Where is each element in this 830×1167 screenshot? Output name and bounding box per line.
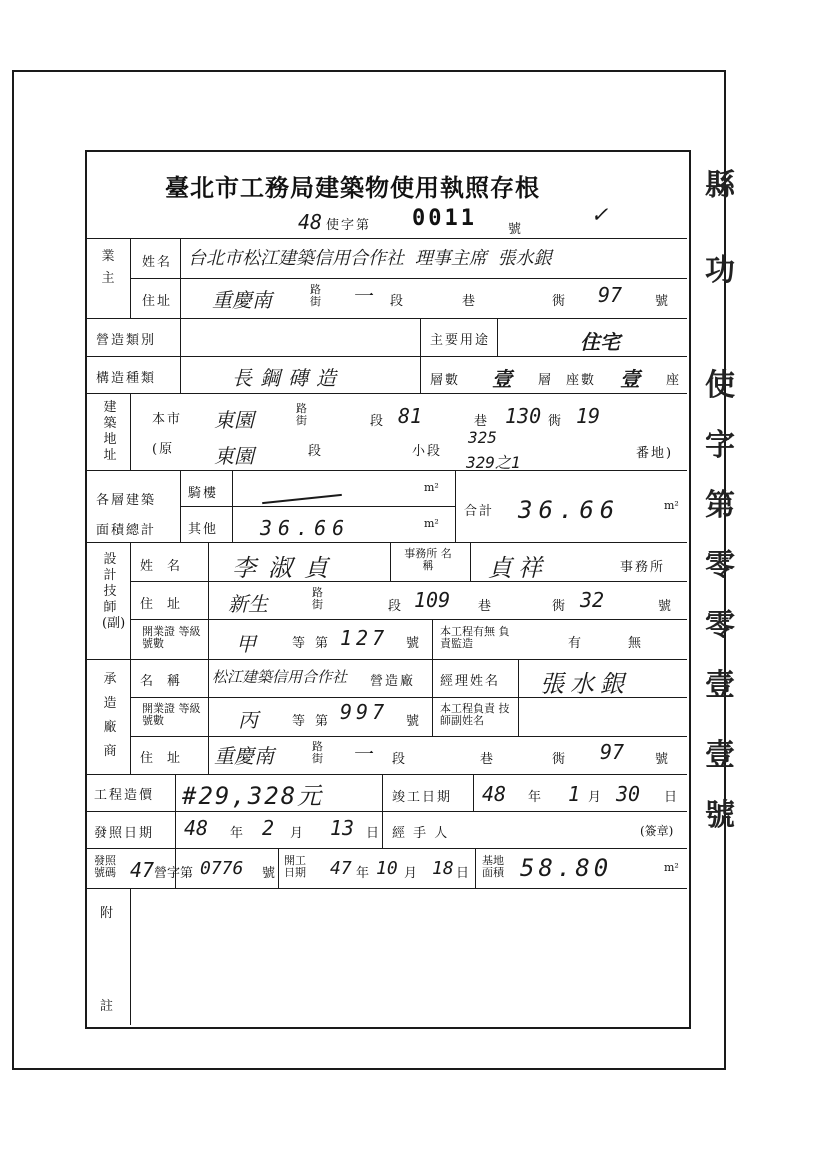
base-label: 基地 面積	[482, 854, 504, 879]
spine-char: 字	[705, 428, 735, 463]
row-divider	[87, 888, 687, 889]
designer-road-label: 路 街	[312, 586, 323, 611]
designer-supervise-no: 無	[628, 636, 644, 651]
floors-label: 層數	[430, 373, 461, 388]
contractor-license-mid: 等第	[292, 714, 339, 729]
col-divider	[278, 848, 279, 888]
col-divider	[130, 238, 131, 318]
row-divider	[87, 659, 687, 660]
contractor-jie-label: 衖	[552, 752, 568, 767]
structure-label: 構造種類	[96, 371, 157, 386]
designer-license-label: 開業證 等級號數	[142, 625, 201, 650]
contractor-license-no-label: 號	[406, 714, 422, 729]
designer-supervise-label: 本工程有無 負責監造	[440, 625, 510, 650]
issue-d-label: 日	[366, 826, 382, 841]
check-mark: ✓	[592, 200, 607, 228]
other-unit: m²	[424, 517, 439, 530]
done-y-label: 年	[528, 790, 544, 805]
site-lot-value: 325	[468, 428, 497, 447]
contractor-manager-label: 經理姓名	[440, 674, 501, 689]
site-orig-label: (原	[152, 442, 175, 457]
start-d-label: 日	[456, 866, 470, 881]
permit-info-no-label: 號	[262, 866, 276, 881]
designer-duan-value: 109	[414, 588, 451, 612]
owner-duan-label: 段	[390, 294, 406, 309]
row-divider	[87, 393, 687, 394]
site-city-label: 本市	[152, 412, 183, 427]
start-day: 18	[432, 858, 454, 879]
row-divider	[87, 542, 687, 543]
form-title: 臺北市工務局建築物使用執照存根	[165, 173, 540, 202]
floors-value: 壹	[492, 367, 512, 391]
remarks-label-bottom: 註	[100, 999, 116, 1014]
scan-edge-left	[12, 70, 14, 1070]
handler-label: 經 手 人	[392, 826, 450, 841]
contractor-road-label: 路 街	[312, 740, 323, 765]
structure-value: 長鋼磚造	[232, 366, 344, 390]
floor-unit: 層	[538, 373, 554, 388]
spine-char: 壹	[705, 738, 735, 773]
row-divider	[130, 581, 687, 582]
other-label: 其他	[188, 522, 219, 537]
done-label: 竣工日期	[392, 790, 453, 805]
permit-prefix: 使字第	[326, 218, 372, 233]
designer-section-label: 設計技師(副)	[102, 552, 126, 631]
owner-section-label: 業 主	[101, 249, 115, 286]
issue-year: 48	[184, 816, 209, 840]
start-year: 47	[330, 858, 352, 879]
owner-no-label: 號	[655, 294, 671, 309]
contractor-name-value: 松江建築信用合作社	[212, 668, 348, 686]
permit-year: 48	[298, 210, 323, 234]
row-divider	[87, 318, 687, 319]
contractor-license-label: 開業證 等級號數	[142, 702, 201, 727]
done-d-label: 日	[664, 790, 680, 805]
site-road-label: 路 街	[296, 402, 307, 427]
contractor-tech-label: 本工程負責 技師副姓名	[440, 702, 510, 727]
spine-char: 壹	[705, 668, 735, 703]
designer-lane-label: 巷	[478, 599, 494, 614]
spine-char: 縣	[705, 168, 735, 203]
permit-info-label: 發照 號碼	[94, 854, 116, 879]
done-year: 48	[482, 782, 507, 806]
designer-office-label: 事務所 名 稱	[404, 547, 452, 572]
contractor-manager-value: 張水銀	[540, 670, 630, 698]
col-divider	[180, 318, 181, 393]
col-divider	[473, 774, 474, 811]
permit-info-prefix: 47	[130, 858, 155, 882]
col-divider	[208, 542, 209, 774]
col-divider	[130, 393, 131, 470]
site-lot-value2: 329之1	[466, 453, 521, 472]
issue-month: 2	[262, 816, 275, 840]
site-jie-label: 衖	[548, 414, 564, 429]
site-lane-label: 巷	[474, 414, 490, 429]
contractor-license-grade: 丙	[238, 708, 258, 732]
contractor-lane-label: 巷	[480, 752, 496, 767]
contractor-no-label: 號	[655, 752, 671, 767]
total-label: 合計	[464, 504, 495, 519]
designer-office-value: 貞祥	[488, 554, 548, 582]
base-value: 58.80	[520, 854, 613, 882]
owner-name-value: 台北市松江建築信用合作社 理事主席 張水銀	[188, 248, 552, 269]
site-lot-label: 番地)	[636, 446, 674, 461]
remarks-label-top: 附	[100, 906, 116, 921]
designer-no-label: 號	[658, 599, 674, 614]
area-inner-divider	[180, 506, 455, 507]
col-divider	[432, 619, 433, 659]
site-duan-value: 81	[398, 404, 423, 428]
site-orig-value: 東園	[214, 444, 254, 468]
contractor-duan-label: 段	[392, 752, 408, 767]
row-divider	[87, 774, 687, 775]
designer-supervise-yes: 有	[568, 636, 584, 651]
start-m-label: 月	[404, 866, 418, 881]
total-unit: m²	[664, 499, 679, 512]
owner-address-value: 重慶南	[212, 288, 272, 312]
owner-jie-label: 衖	[552, 294, 568, 309]
issue-y-label: 年	[230, 826, 246, 841]
site-road-value: 東園	[214, 408, 254, 432]
issue-label: 發照日期	[94, 826, 155, 841]
col-divider	[432, 659, 433, 737]
site-lane-value: 130	[505, 404, 542, 428]
contractor-license-no: 997	[340, 700, 389, 724]
area-section-label: 各層建築 面積總計	[96, 493, 157, 538]
base-unit: m²	[664, 861, 679, 874]
spine-char: 零	[705, 548, 735, 583]
buildings-label: 座數	[566, 373, 597, 388]
contractor-name-label: 名稱	[140, 674, 195, 689]
site-orig-duan-label: 段	[308, 444, 324, 459]
done-month: 1	[568, 782, 581, 806]
site-no-value: 19	[576, 404, 601, 428]
designer-duan-label: 段	[388, 599, 404, 614]
designer-address-value: 新生	[228, 592, 268, 616]
permit-info-no: 0776	[200, 858, 244, 879]
contractor-section-label: 承造廠商	[103, 672, 117, 759]
row-divider	[87, 811, 687, 812]
contractor-duan-value: 一	[352, 742, 372, 766]
designer-license-no-label: 號	[406, 636, 422, 651]
spine-char: 功	[705, 253, 735, 288]
col-divider	[180, 238, 181, 318]
owner-lane-label: 巷	[462, 294, 478, 309]
cost-value: #29,328元	[182, 782, 324, 810]
col-divider	[390, 542, 391, 581]
col-divider	[518, 659, 519, 697]
designer-office-suffix: 事務所	[620, 560, 666, 575]
category-label: 營造類別	[96, 333, 157, 348]
use-label: 主要用途	[430, 333, 491, 348]
buildings-value: 壹	[620, 367, 640, 391]
row-divider	[87, 470, 687, 471]
permit-suffix: 號	[508, 222, 524, 237]
designer-no-value: 32	[580, 588, 605, 612]
cost-label: 工程造價	[94, 788, 155, 803]
owner-no-value: 97	[598, 283, 623, 307]
owner-duan-value: 一	[352, 284, 372, 308]
start-label: 開工 日期	[284, 854, 306, 879]
permit-info-mid: 營字第	[154, 866, 194, 881]
site-subsec-label: 小段	[412, 444, 443, 459]
site-duan-label: 段	[370, 414, 386, 429]
designer-jie-label: 衖	[552, 599, 568, 614]
arcade-label: 騎樓	[188, 486, 219, 501]
row-divider	[87, 848, 687, 849]
designer-name-label: 姓名	[140, 559, 195, 574]
contractor-no-value: 97	[600, 740, 625, 764]
permit-number: 0011	[412, 206, 477, 231]
col-divider	[455, 470, 456, 542]
other-value: 36.66	[260, 516, 351, 540]
designer-license-grade: 甲	[236, 632, 256, 656]
seal-label: (簽章)	[640, 824, 674, 838]
col-divider	[420, 318, 421, 356]
row-divider	[130, 736, 687, 737]
designer-license-mid: 等第	[292, 636, 339, 651]
done-day: 30	[616, 782, 641, 806]
scan-edge-bottom	[12, 1068, 724, 1070]
spine-char: 零	[705, 608, 735, 643]
spine-char: 使	[705, 368, 735, 403]
issue-day: 13	[330, 816, 355, 840]
issue-m-label: 月	[290, 826, 306, 841]
site-section-label: 建築地址	[103, 400, 117, 463]
start-month: 10	[376, 858, 398, 879]
start-y-label: 年	[356, 866, 370, 881]
scan-edge-top	[12, 70, 726, 72]
row-divider	[87, 356, 687, 357]
spine-char: 第	[705, 488, 735, 523]
building-unit: 座	[666, 373, 682, 388]
contractor-address-label: 住址	[140, 751, 195, 766]
row-divider	[130, 619, 687, 620]
designer-address-label: 住址	[140, 597, 195, 612]
row-divider	[130, 278, 687, 279]
contractor-address-value: 重慶南	[214, 744, 274, 768]
col-divider	[130, 542, 131, 774]
arcade-unit: m²	[424, 481, 439, 494]
designer-name-value: 李淑貞	[232, 554, 340, 582]
col-divider	[475, 848, 476, 888]
contractor-name-suffix: 營造廠	[370, 674, 416, 689]
col-divider	[382, 774, 383, 848]
total-value: 36.66	[518, 496, 621, 524]
done-m-label: 月	[588, 790, 604, 805]
col-divider	[497, 318, 498, 356]
designer-license-no: 127	[340, 626, 389, 650]
owner-name-label: 姓名	[142, 255, 173, 270]
owner-address-label: 住址	[142, 294, 173, 309]
col-divider	[470, 542, 471, 581]
col-divider	[130, 888, 131, 1025]
spine-char: 號	[705, 798, 735, 833]
col-divider	[420, 356, 421, 393]
use-value: 住宅	[580, 330, 620, 354]
owner-road-label: 路 街	[310, 283, 321, 308]
row-divider	[87, 238, 687, 239]
